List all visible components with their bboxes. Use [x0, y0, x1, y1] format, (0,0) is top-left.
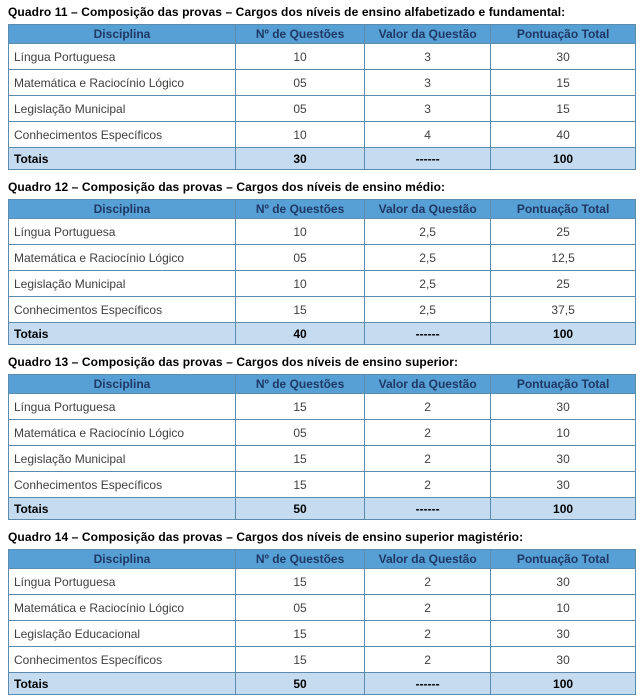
col-header-pontuacao-total: Pontuação Total [491, 25, 636, 44]
quadro-13-table [8, 374, 636, 520]
table-row [9, 472, 636, 498]
totals-label: Totais [9, 323, 236, 345]
cell-pontuacao-total: 37,5 [491, 297, 636, 323]
cell-valor-questao: 2 [365, 420, 491, 446]
cell-num-questoes: 05 [235, 420, 364, 446]
cell-disciplina: Matemática e Raciocínio Lógico [9, 420, 236, 446]
table-row [9, 394, 636, 420]
cell-num-questoes: 15 [235, 446, 364, 472]
totals-num-questoes: 40 [235, 323, 364, 345]
totals-row [9, 148, 636, 170]
cell-pontuacao-total: 30 [491, 621, 636, 647]
cell-num-questoes: 15 [235, 621, 364, 647]
table-row [9, 219, 636, 245]
cell-valor-questao: 2 [365, 621, 491, 647]
cell-disciplina: Língua Portuguesa [9, 569, 236, 595]
cell-pontuacao-total: 10 [491, 420, 636, 446]
col-header-pontuacao-total: Pontuação Total [491, 550, 636, 569]
quadro-12-title: Quadro 12 – Composição das provas – Cargos dos níveis de ensino médio: [8, 180, 446, 194]
cell-pontuacao-total: 30 [491, 394, 636, 420]
cell-pontuacao-total: 30 [491, 446, 636, 472]
cell-disciplina: Língua Portuguesa [9, 394, 236, 420]
cell-pontuacao-total: 30 [491, 647, 636, 673]
table-row [9, 569, 636, 595]
quadro-11-table [8, 24, 636, 170]
totals-label: Totais [9, 148, 236, 170]
table-row [9, 446, 636, 472]
quadro-14-section [8, 525, 636, 700]
cell-disciplina: Conhecimentos Específicos [9, 297, 236, 323]
cell-pontuacao-total: 30 [491, 569, 636, 595]
table-row [9, 245, 636, 271]
cell-num-questoes: 15 [235, 647, 364, 673]
totals-valor-questao: ------ [365, 323, 491, 345]
cell-valor-questao: 2,5 [365, 219, 491, 245]
col-header-valor-questao: Valor da Questão [365, 200, 491, 219]
header-row [9, 25, 636, 44]
cell-disciplina: Conhecimentos Específicos [9, 472, 236, 498]
cell-valor-questao: 3 [365, 70, 491, 96]
cell-disciplina: Língua Portuguesa [9, 44, 236, 70]
table-row [9, 70, 636, 96]
table-row [9, 621, 636, 647]
table-row [9, 44, 636, 70]
cell-disciplina: Matemática e Raciocínio Lógico [9, 245, 236, 271]
cell-disciplina: Legislação Municipal [9, 446, 236, 472]
cell-disciplina: Legislação Municipal [9, 96, 236, 122]
cell-pontuacao-total: 10 [491, 595, 636, 621]
cell-disciplina: Língua Portuguesa [9, 219, 236, 245]
header-row [9, 375, 636, 394]
totals-label: Totais [9, 498, 236, 520]
totals-num-questoes: 30 [235, 148, 364, 170]
cell-valor-questao: 2,5 [365, 297, 491, 323]
totals-pontuacao-total: 100 [491, 498, 636, 520]
cell-num-questoes: 05 [235, 595, 364, 621]
totals-row [9, 673, 636, 695]
cell-pontuacao-total: 25 [491, 219, 636, 245]
cell-valor-questao: 2 [365, 394, 491, 420]
cell-pontuacao-total: 40 [491, 122, 636, 148]
cell-pontuacao-total: 30 [491, 44, 636, 70]
col-header-disciplina: Disciplina [9, 550, 236, 569]
cell-pontuacao-total: 15 [491, 70, 636, 96]
table-row [9, 122, 636, 148]
cell-disciplina: Matemática e Raciocínio Lógico [9, 595, 236, 621]
cell-num-questoes: 05 [235, 70, 364, 96]
cell-valor-questao: 2 [365, 647, 491, 673]
totals-num-questoes: 50 [235, 498, 364, 520]
cell-num-questoes: 15 [235, 394, 364, 420]
totals-num-questoes: 50 [235, 673, 364, 695]
totals-pontuacao-total: 100 [491, 148, 636, 170]
cell-valor-questao: 2 [365, 446, 491, 472]
table-row [9, 647, 636, 673]
cell-disciplina: Legislação Educacional [9, 621, 236, 647]
col-header-valor-questao: Valor da Questão [365, 25, 491, 44]
totals-pontuacao-total: 100 [491, 323, 636, 345]
cell-pontuacao-total: 30 [491, 472, 636, 498]
cell-disciplina: Conhecimentos Específicos [9, 122, 236, 148]
totals-valor-questao: ------ [365, 673, 491, 695]
col-header-num-questoes: Nº de Questões [235, 25, 364, 44]
col-header-pontuacao-total: Pontuação Total [491, 375, 636, 394]
header-row [9, 200, 636, 219]
col-header-pontuacao-total: Pontuação Total [491, 200, 636, 219]
cell-num-questoes: 10 [235, 122, 364, 148]
cell-num-questoes: 05 [235, 245, 364, 271]
cell-num-questoes: 15 [235, 472, 364, 498]
cell-pontuacao-total: 25 [491, 271, 636, 297]
col-header-disciplina: Disciplina [9, 375, 236, 394]
totals-valor-questao: ------ [365, 148, 491, 170]
cell-valor-questao: 3 [365, 44, 491, 70]
cell-num-questoes: 10 [235, 219, 364, 245]
cell-valor-questao: 2,5 [365, 245, 491, 271]
quadro-11-section [8, 0, 636, 175]
table-row [9, 96, 636, 122]
table-row [9, 420, 636, 446]
cell-valor-questao: 2 [365, 595, 491, 621]
totals-valor-questao: ------ [365, 498, 491, 520]
table-row [9, 297, 636, 323]
cell-pontuacao-total: 12,5 [491, 245, 636, 271]
col-header-num-questoes: Nº de Questões [235, 550, 364, 569]
table-row [9, 271, 636, 297]
quadro-12-table [8, 199, 636, 345]
cell-valor-questao: 3 [365, 96, 491, 122]
cell-pontuacao-total: 15 [491, 96, 636, 122]
totals-row [9, 498, 636, 520]
col-header-disciplina: Disciplina [9, 200, 236, 219]
cell-num-questoes: 15 [235, 297, 364, 323]
cell-disciplina: Matemática e Raciocínio Lógico [9, 70, 236, 96]
totals-label: Totais [9, 673, 236, 695]
quadro-13-section [8, 350, 636, 525]
quadro-14-title: Quadro 14 – Composição das provas – Cargos dos níveis de ensino superior magistério: [8, 530, 524, 544]
cell-disciplina: Legislação Municipal [9, 271, 236, 297]
cell-valor-questao: 2,5 [365, 271, 491, 297]
cell-valor-questao: 2 [365, 472, 491, 498]
totals-row [9, 323, 636, 345]
cell-num-questoes: 05 [235, 96, 364, 122]
col-header-valor-questao: Valor da Questão [365, 550, 491, 569]
totals-pontuacao-total: 100 [491, 673, 636, 695]
col-header-num-questoes: Nº de Questões [235, 200, 364, 219]
cell-num-questoes: 15 [235, 569, 364, 595]
col-header-valor-questao: Valor da Questão [365, 375, 491, 394]
cell-num-questoes: 10 [235, 44, 364, 70]
quadro-11-title: Quadro 11 – Composição das provas – Cargos dos níveis de ensino alfabetizado e fundamental: [8, 5, 566, 19]
col-header-disciplina: Disciplina [9, 25, 236, 44]
cell-num-questoes: 10 [235, 271, 364, 297]
cell-valor-questao: 4 [365, 122, 491, 148]
table-row [9, 595, 636, 621]
cell-valor-questao: 2 [365, 569, 491, 595]
quadro-14-table [8, 549, 636, 695]
quadro-13-title: Quadro 13 – Composição das provas – Cargos dos níveis de ensino superior: [8, 355, 459, 369]
header-row [9, 550, 636, 569]
quadro-12-section [8, 175, 636, 350]
cell-disciplina: Conhecimentos Específicos [9, 647, 236, 673]
col-header-num-questoes: Nº de Questões [235, 375, 364, 394]
